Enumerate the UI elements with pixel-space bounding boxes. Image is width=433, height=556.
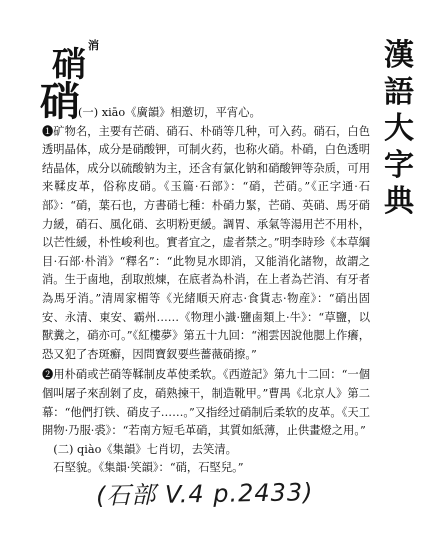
dictionary-title-char: 字: [384, 147, 414, 183]
entry-body: [42, 104, 370, 478]
sense-1-heading: (一) xiāo《廣韻》相邀切，平宵心。: [78, 106, 261, 119]
head-character-large: 硝: [40, 78, 80, 125]
dictionary-title-char: 大: [384, 111, 414, 147]
sense-2-definition: 石堅貌。《集韻·笑韻》：“硝，石堅兒。”: [53, 461, 244, 475]
sense-1-definition-1: ❶矿物名，主要有芒硝、硝石、朴硝等几种，可入药。硝石，白色透明晶体，成分是硝酸钾，可制火药，也称火硝。朴硝，白色透明结晶体，成分以硫酸钠为主，还含有氯化钠和硝酸钾等杂质，可用来鞣皮革，俗称皮硝。《玉篇·石部》：“硝，芒硝。”《正字通·石部》：“硝，葉石也，方書硝七種：朴硝力緊，芒硝、英硝、馬牙硝力緩，硝石、風化硝、玄明粉更緩。調胃、承氣等湯用芒不用朴，以芒性緩，朴性峻利也。實者宜之，虚者禁之。”明李時珍《本草綱目·石部·朴消》“釋名”：“此物見水即消，又能消化諸物，故謂之消。生于鹵地，刮取煎煉，在底者為朴消，在上者為芒消、有牙者為馬牙消。”清周家楣等《光緒順天府志·食貨志·物産》：“硝出固安、永清、東安、霸州……《物理小識·鹽鹵類上·牛》：“草鹽，以獸糞之，硝亦可。”《紅樓夢》第五十九回：“湘雲因說他腮上作癢，恐又犯了杏斑癬，因問寶釵要些薔薇硝擦。”: [42, 124, 370, 361]
dictionary-title-vertical: [382, 38, 416, 221]
head-character-note: 消: [88, 39, 99, 52]
dictionary-title-char: 典: [384, 184, 414, 220]
sense-1-definition-2: ❷用朴硝或芒硝等鞣制皮革使柔软。《西遊記》第九十二回：“一個個叫屠子來刮剝了皮，硝熟揀干，制造靴甲。”曹禺《北京人》第二幕：“他們打铁、硝皮子……。”又指经过硝制后柔软的皮革。《天工開物·乃服·裘》：“若南方短毛革硝，其質如紙薄，止供畫燈之用。”: [42, 368, 370, 438]
dictionary-title-char: 語: [384, 74, 414, 110]
sense-2-heading: (二) qiào《集韻》七肖切，去笑清。: [53, 442, 237, 456]
dictionary-title-char: 漢: [384, 38, 414, 73]
handwritten-reference-note: (石部 V.4 p.2433): [95, 478, 314, 510]
head-character-small-glyph: 硝: [52, 45, 86, 85]
